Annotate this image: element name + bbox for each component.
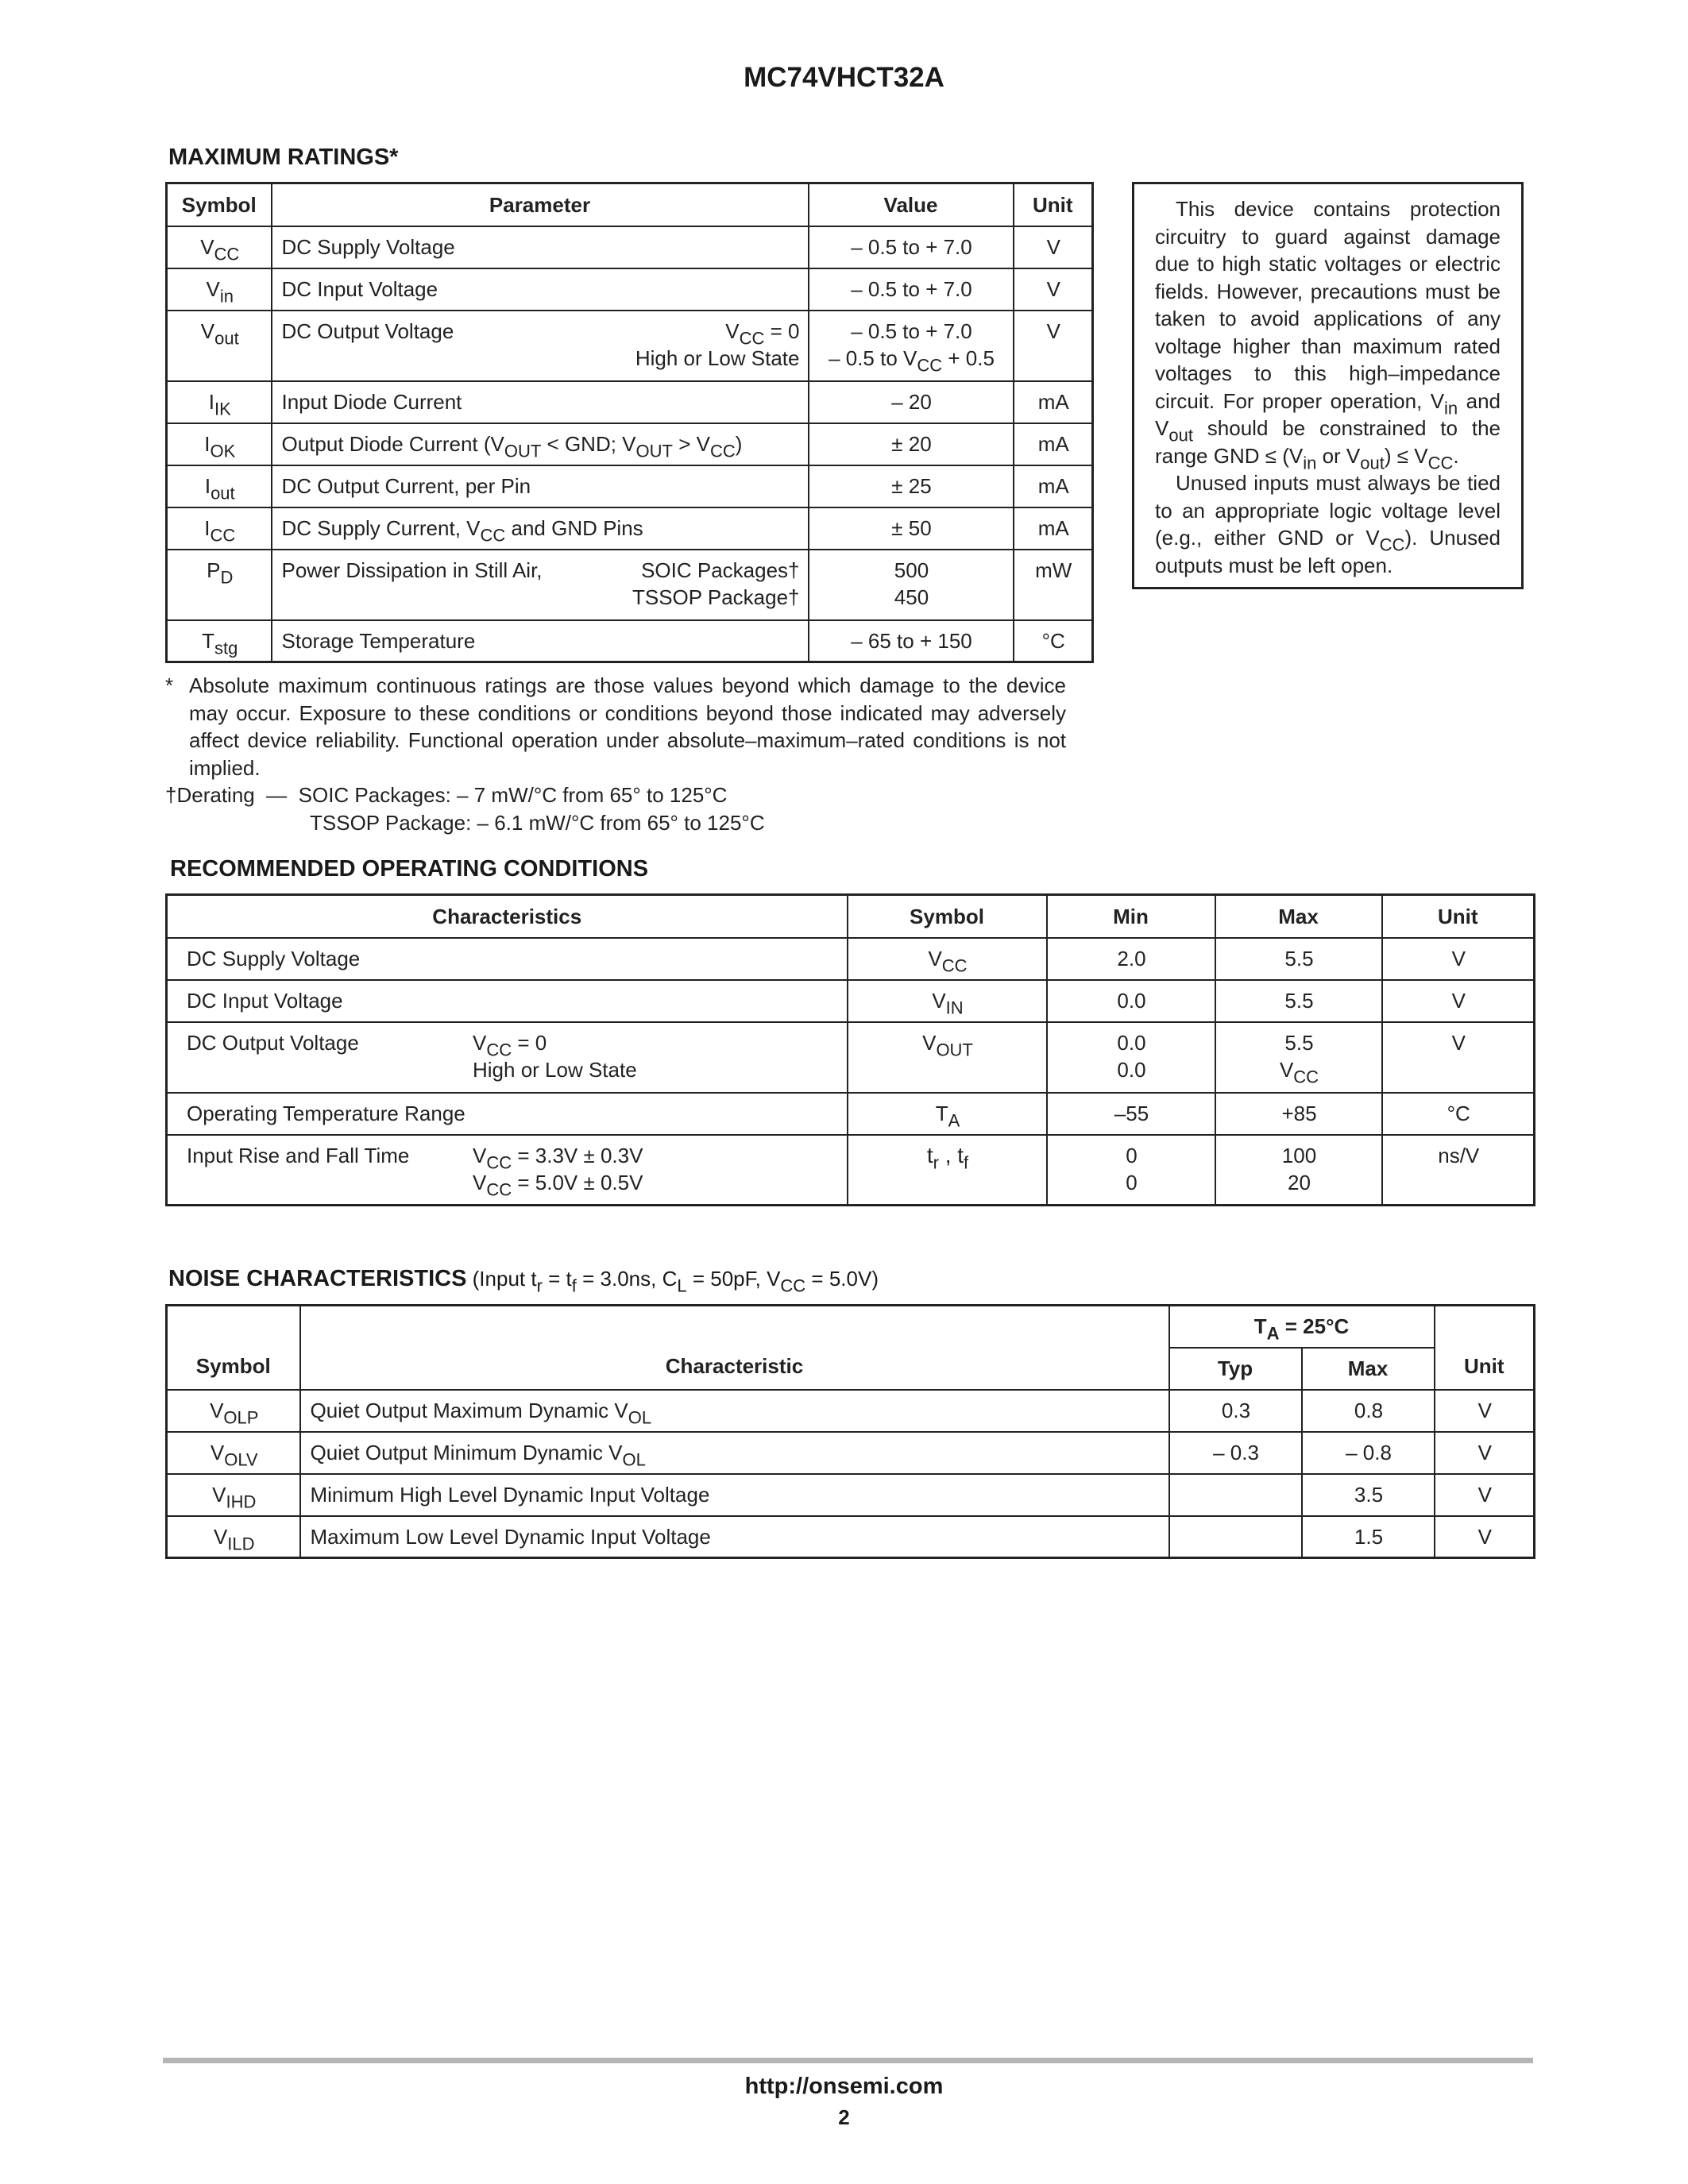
max-cell: – 0.8 bbox=[1302, 1432, 1435, 1474]
max-cell: 5.5 bbox=[1215, 980, 1382, 1022]
rec-op-table bbox=[165, 893, 1535, 1206]
symbol-cell: $V_{OUT}$ bbox=[848, 1022, 1047, 1093]
max-ratings-title: MAXIMUM RATINGS* bbox=[168, 145, 399, 170]
typ-cell: – 0.3 bbox=[1169, 1432, 1302, 1474]
parameter-cell: Storage Temperature bbox=[272, 620, 809, 662]
unit-cell: V bbox=[1435, 1516, 1535, 1558]
rec-op-title: RECOMMENDED OPERATING CONDITIONS bbox=[170, 856, 649, 882]
max-ratings-footnote bbox=[165, 672, 1066, 781]
min-cell: 0.0 0.0 bbox=[1047, 1022, 1215, 1093]
min-cell: 0 0 bbox=[1047, 1135, 1215, 1206]
symbol-cell: $V_{out}$ bbox=[167, 311, 272, 381]
note-paragraph: Unused inputs must always be tied to an appropriate logic voltage level (e.g., either GND or $V_{CC}$). Unused outputs must be left open. bbox=[1155, 471, 1501, 577]
col-group-header: $T_A = 25^\circ C$ bbox=[1169, 1306, 1435, 1348]
symbol-cell: $V_{ILD}$ bbox=[167, 1516, 300, 1558]
max-cell: 100 20 bbox=[1215, 1135, 1382, 1206]
table-row bbox=[167, 381, 1093, 423]
typ-cell bbox=[1169, 1516, 1302, 1558]
table-row bbox=[167, 1093, 1535, 1135]
unit-cell: V bbox=[1435, 1390, 1535, 1432]
footer-divider bbox=[163, 2058, 1533, 2063]
value-cell: – 0.5 to + 7.0 bbox=[809, 226, 1014, 268]
symbol-cell: $V_{OLV}$ bbox=[167, 1432, 300, 1474]
symbol-cell: $V_{in}$ bbox=[167, 268, 272, 311]
footnote-text: Absolute maximum continuous ratings are those values beyond which damage to the device may occur. Exposure to these conditions or conditions beyond those indicated may adversely affect device reliability. Functional operation under absolute–maximum–rated conditions is not implied. bbox=[189, 673, 1066, 780]
col-header: Min bbox=[1047, 895, 1215, 938]
table-row bbox=[167, 1432, 1535, 1474]
page-title: MC74VHCT32A bbox=[744, 62, 944, 93]
parameter-cell: Output Diode Current ($V_{OUT}$ < GND; $V_{OUT} > V_{CC}$) bbox=[272, 423, 809, 465]
symbol-cell: $I_{out}$ bbox=[167, 465, 272, 507]
unit-cell: V bbox=[1014, 268, 1093, 311]
table-row bbox=[167, 226, 1093, 268]
parameter-cell: Input Diode Current bbox=[272, 381, 809, 423]
table-header-row bbox=[167, 1306, 1535, 1348]
min-cell: –55 bbox=[1047, 1093, 1215, 1135]
noise-table bbox=[165, 1304, 1535, 1559]
symbol-cell: $P_D$ bbox=[167, 550, 272, 620]
note-paragraph: This device contains protection circuitry to guard against damage due to high static voltages or electric fields. However, precautions must be taken to avoid applications of any voltage higher than maximum rated voltages to this high–impedance circuit. For proper operation, $V_{in}$ and $V_{out}$ should be constrained to the range GND ≤ ($V_{in}$ or $V_{out}) \le V_{CC}$. bbox=[1155, 197, 1501, 473]
parameter-cell: DC Supply Current, $V_{CC}$ and GND Pins bbox=[272, 507, 809, 550]
value-cell: 500 450 bbox=[809, 550, 1014, 620]
symbol-cell: $I_{OK}$ bbox=[167, 423, 272, 465]
symbol-cell: $I_{CC}$ bbox=[167, 507, 272, 550]
max-cell: 0.8 bbox=[1302, 1390, 1435, 1432]
value-cell: – 65 to + 150 bbox=[809, 620, 1014, 662]
characteristic-cell: Quiet Output Maximum Dynamic $V_{OL}$ bbox=[300, 1390, 1169, 1432]
characteristic-cell: DC Supply Voltage bbox=[167, 938, 848, 980]
table-row bbox=[167, 980, 1535, 1022]
parameter-cell: DC Output Voltage $V_{CC} = 0$ High or Low State bbox=[272, 311, 809, 381]
unit-cell: V bbox=[1435, 1474, 1535, 1516]
col-header: Unit bbox=[1014, 183, 1093, 226]
unit-cell: V bbox=[1014, 311, 1093, 381]
symbol-cell: $V_{CC}$ bbox=[848, 938, 1047, 980]
symbol-cell: $V_{OLP}$ bbox=[167, 1390, 300, 1432]
table-row bbox=[167, 1022, 1535, 1093]
value-cell: – 20 bbox=[809, 381, 1014, 423]
table-row bbox=[167, 1516, 1535, 1558]
col-header: Symbol bbox=[167, 183, 272, 226]
unit-cell: V bbox=[1382, 980, 1535, 1022]
symbol-cell: $V_{IN}$ bbox=[848, 980, 1047, 1022]
symbol-cell: $I_{IK}$ bbox=[167, 381, 272, 423]
derating-note: TSSOP Package: – 6.1 mW/°C from 65° to 125°C bbox=[310, 811, 765, 835]
col-header: Unit bbox=[1382, 895, 1535, 938]
table-row bbox=[167, 550, 1093, 620]
unit-cell: V bbox=[1382, 1022, 1535, 1093]
max-cell: 3.5 bbox=[1302, 1474, 1435, 1516]
page-number: 2 bbox=[838, 2105, 850, 2129]
max-cell: 5.5 $V_{CC}$ bbox=[1215, 1022, 1382, 1093]
footer-url-link[interactable]: http://onsemi.com bbox=[744, 2074, 944, 2099]
unit-cell: ns/V bbox=[1382, 1135, 1535, 1206]
unit-cell: mW bbox=[1014, 550, 1093, 620]
unit-cell: °C bbox=[1382, 1093, 1535, 1135]
characteristic-cell: Operating Temperature Range bbox=[167, 1093, 848, 1135]
min-cell: 0.0 bbox=[1047, 980, 1215, 1022]
col-header: Value bbox=[809, 183, 1014, 226]
value-cell: ± 25 bbox=[809, 465, 1014, 507]
table-row bbox=[167, 1390, 1535, 1432]
table-row bbox=[167, 311, 1093, 381]
table-header-row bbox=[167, 895, 1535, 938]
parameter-cell: DC Supply Voltage bbox=[272, 226, 809, 268]
unit-cell: mA bbox=[1014, 507, 1093, 550]
table-row bbox=[167, 507, 1093, 550]
col-header: Typ bbox=[1169, 1348, 1302, 1390]
table-row bbox=[167, 423, 1093, 465]
symbol-cell: $T_A$ bbox=[848, 1093, 1047, 1135]
col-header: Unit bbox=[1435, 1306, 1535, 1390]
value-cell: ± 50 bbox=[809, 507, 1014, 550]
characteristic-cell: DC Input Voltage bbox=[167, 980, 848, 1022]
parameter-cell: DC Output Current, per Pin bbox=[272, 465, 809, 507]
derating-note: †Derating — SOIC Packages: – 7 mW/°C from 65° to 125°C bbox=[165, 783, 728, 807]
characteristic-cell: Maximum Low Level Dynamic Input Voltage bbox=[300, 1516, 1169, 1558]
min-cell: 2.0 bbox=[1047, 938, 1215, 980]
unit-cell: V bbox=[1435, 1432, 1535, 1474]
unit-cell: mA bbox=[1014, 423, 1093, 465]
characteristic-cell: DC Output Voltage $V_{CC} = 0$ High or Low State bbox=[167, 1022, 848, 1093]
characteristic-cell: Quiet Output Minimum Dynamic $V_{OL}$ bbox=[300, 1432, 1169, 1474]
value-cell: ± 20 bbox=[809, 423, 1014, 465]
unit-cell: V bbox=[1382, 938, 1535, 980]
col-header: Parameter bbox=[272, 183, 809, 226]
symbol-cell: $V_{IHD}$ bbox=[167, 1474, 300, 1516]
noise-title: NOISE CHARACTERISTICS (Input $t_r = t_f = 3.0ns$, $C_L = 50pF$, $V_{CC} = 5.0V$) bbox=[168, 1266, 879, 1296]
esd-protection-note bbox=[1132, 182, 1524, 589]
table-row bbox=[167, 938, 1535, 980]
table-row bbox=[167, 1135, 1535, 1206]
col-header: Characteristics bbox=[167, 895, 848, 938]
table-row bbox=[167, 1474, 1535, 1516]
col-header: Symbol bbox=[848, 895, 1047, 938]
col-header: Max bbox=[1215, 895, 1382, 938]
characteristic-cell: Input Rise and Fall Time $V_{CC} = 3.3V \pm 0.3V$ $V_{CC} = 5.0V \pm 0.5V$ bbox=[167, 1135, 848, 1206]
table-row bbox=[167, 620, 1093, 662]
value-cell: – 0.5 to + 7.0 – 0.5 to $V_{CC} + 0.5$ bbox=[809, 311, 1014, 381]
symbol-cell: $T_{stg}$ bbox=[167, 620, 272, 662]
col-header: Symbol bbox=[167, 1306, 300, 1390]
typ-cell bbox=[1169, 1474, 1302, 1516]
unit-cell: V bbox=[1014, 226, 1093, 268]
footnote-mark: * bbox=[165, 673, 174, 697]
value-cell: – 0.5 to + 7.0 bbox=[809, 268, 1014, 311]
unit-cell: mA bbox=[1014, 465, 1093, 507]
max-ratings-table bbox=[165, 182, 1094, 663]
unit-cell: mA bbox=[1014, 381, 1093, 423]
unit-cell: °C bbox=[1014, 620, 1093, 662]
symbol-cell: $t_r$ , $t_f$ bbox=[848, 1135, 1047, 1206]
col-header: Max bbox=[1302, 1348, 1435, 1390]
parameter-cell: DC Input Voltage bbox=[272, 268, 809, 311]
col-header: Characteristic bbox=[300, 1306, 1169, 1390]
characteristic-cell: Minimum High Level Dynamic Input Voltage bbox=[300, 1474, 1169, 1516]
table-row bbox=[167, 465, 1093, 507]
parameter-cell: Power Dissipation in Still Air, SOIC Packages† TSSOP Package† bbox=[272, 550, 809, 620]
max-cell: +85 bbox=[1215, 1093, 1382, 1135]
typ-cell: 0.3 bbox=[1169, 1390, 1302, 1432]
max-cell: 1.5 bbox=[1302, 1516, 1435, 1558]
table-row bbox=[167, 268, 1093, 311]
symbol-cell: $V_{CC}$ bbox=[167, 226, 272, 268]
table-header-row bbox=[167, 183, 1093, 226]
max-cell: 5.5 bbox=[1215, 938, 1382, 980]
